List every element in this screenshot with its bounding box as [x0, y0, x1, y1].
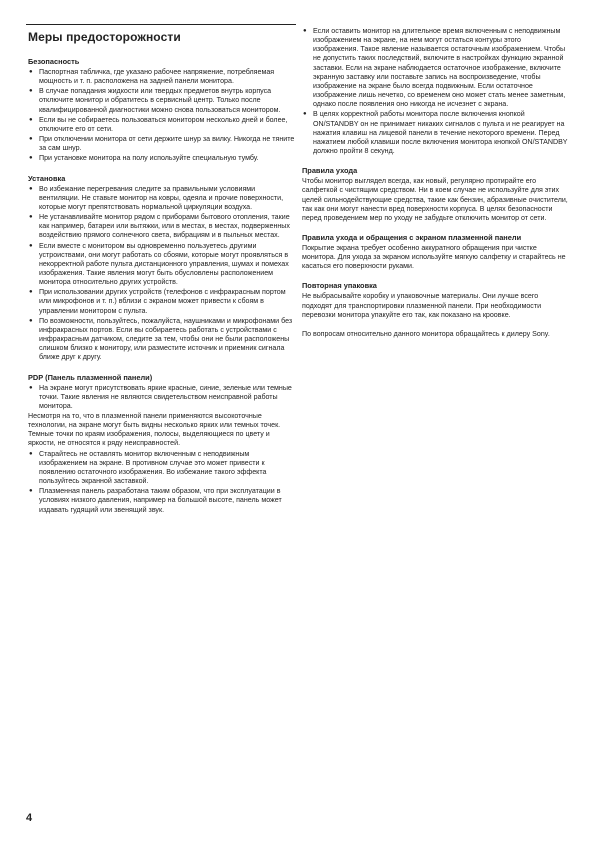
repack-heading: Повторная упаковка [302, 281, 377, 291]
pdp-section [28, 373, 296, 515]
left-column [28, 57, 296, 525]
bullet-icon: ● [29, 136, 33, 143]
bullet-icon: ● [29, 214, 33, 221]
list-item: ● Если оставить монитор на длительное время включенным с неподвижным изображением на экране, на нем могут остаться контуры этого изображения. Такое явление называется остаточным изображением. Чтобы не допустить таких последствий, включите в настройках функцию экранной заставки. Если на экране наблюдается остаточное изображение, включите экранную заставку или поставьте запись на воспроизведение, чтобы изображение на экране было всегда подвижным. Если остаточное изображение лишь нечетко, со временем оно может стать менее заметным, однако после появления оно никогда не исчезнет с экрана. [303, 27, 566, 109]
pdp-heading: PDP (Панель плазменной панели) [28, 372, 153, 382]
care-heading: Правила ухода [302, 166, 358, 176]
list-item: ● Во избежание перегревания следите за правильными условиями вентиляции. Не ставьте монитор на ковры, одеяла и прочие поверхности, которые могут препятствовать нормальной циркуляции воздуха. [29, 184, 284, 211]
care-text: Чтобы монитор выглядел всегда, как новый, регулярно протирайте его салфеткой с чистящим средством. Ни в коем случае не используйте для этих целей сильнодействующие средства, такие как бензин, абразивные очистители, так как они могут нанести вред поверхности корпуса. В целях безопасности перед проведением мер по уходу не забудьте отключить монитор от сети. [302, 177, 568, 222]
pdp-list [28, 384, 296, 411]
pdp-note: Несмотря на то, что в плазменной панели применяются высокоточные технологии, на экране могут быть видны несколько ярких или темных точек. Темные точки по краям изображения, полосы, выделяющиеся по цвету и яркости, не относятся к ряду неисправностей. [28, 412, 281, 448]
list-item: ● В случае попадания жидкости или твердых предметов внутрь корпуса отключите монитор и обратитесь в сервисный центр. Только после квалифицированной диагностики можно снова пользоваться монитором. [29, 87, 281, 114]
page-title: Меры предосторожности [28, 30, 181, 44]
safety-heading: Безопасность [28, 57, 80, 66]
install-list [28, 185, 296, 363]
right-column [302, 27, 568, 339]
bullet-icon: ● [29, 88, 33, 95]
care-section [302, 166, 568, 223]
list-item: ● При установке монитора на полу используйте специальную тумбу. [29, 154, 259, 163]
list-item: ● Не устанавливайте монитор рядом с приборами бытового отопления, такие как например, батареи или вытяжки, или в местах, в местах, подверженных воздействию прямого солнечного света, вибрациям и в пыльных местах. [29, 213, 290, 240]
repack-section [302, 281, 568, 319]
bullet-icon: ● [29, 155, 33, 162]
list-item: ● Плазменная панель разработана таким образом, что при эксплуатации в условиях низкого давления, например на большой высоте, панель может издавать гудящий или звенящий звук. [29, 487, 282, 514]
continued-list [302, 27, 568, 156]
screen-care-text: Покрытие экрана требует особенно аккуратного обращения при чистке монитора. Для ухода за экраном используйте мягкую салфетку и старайтесь не касаться его поверхности руками. [302, 243, 566, 271]
list-item: ● Если вы не собираетесь пользоваться монитором несколько дней и более, отключите его от сети. [29, 115, 288, 133]
install-heading: Установка [28, 173, 66, 183]
list-item: ● На экране могут присутствовать яркие красные, синие, зеленые или темные точки. Такие явления не являются свидетельством неисправной работы монитора. [29, 383, 292, 410]
pdp-list-2 [28, 450, 296, 515]
list-item: ● Паспортная табличка, где указано рабочее напряжение, потребляемая мощность и т. п. расположена на задней панели монитора. [29, 68, 275, 86]
bullet-icon: ● [29, 69, 33, 75]
bullet-icon: ● [29, 317, 33, 324]
bullet-icon: ● [29, 242, 33, 249]
repack-text: Не выбрасывайте коробку и упаковочные материалы. Они лучше всего подходят для транспортировки плазменной панели. При необходимости перевозки монитора упакуйте его так, как показано на кроовке. [302, 292, 542, 319]
list-item: ● По возможности, пользуйтесь, пожалуйста, наушниками и микрофонами без инфракрасных портов. Если вы собираетесь работать с устройствами с инфракрасным датчиком, следите за тем, чтобы они не были расположены слишком близко к монитору, или разместите источник и приемник сигнала ближе друг к другу. [29, 316, 293, 362]
bullet-icon: ● [29, 185, 33, 192]
bullet-icon: ● [303, 111, 307, 118]
continued-section [302, 27, 568, 156]
bullet-icon: ● [29, 450, 33, 457]
safety-list [28, 68, 296, 164]
contact-text: По вопросам относительно данного монитора обращайтесь к дилеру Sony. [302, 329, 550, 338]
safety-section [28, 57, 296, 164]
list-item: ● При использовании других устройств (телефонов с инфракрасным портом или микрофонов и т. п.) вблизи с экраном может привести к сбоям в управлении монитором с пульта. [29, 288, 286, 315]
screen-care-section [302, 233, 568, 271]
list-item: ● В целях корректной работы монитора после включения кнопкой ON/STANDBY он не принимает никаких сигналов с пульта и не реагирует на нажатия клавиш на лицевой панели в течение некоторого времени. Перед нажатием любой клавиши после включения монитора кнопкой ON/STANDBY должно пройти 8 секунд. [303, 110, 568, 156]
bullet-icon: ● [29, 289, 33, 296]
bullet-icon: ● [303, 28, 307, 34]
screen-care-heading: Правила ухода и обращения с экраном плазменной панели [302, 232, 522, 242]
title-rule [26, 24, 296, 25]
page-number: 4 [26, 812, 33, 824]
list-item: ● Старайтесь не оставлять монитор включенным с неподвижным изображением на экране. В противном случае это может привести к появлению остаточного изображения. Во избежание такого эффекта пользуйтесь экранной заставкой. [29, 449, 267, 486]
bullet-icon: ● [29, 116, 33, 123]
list-item: ● При отключении монитора от сети держите шнур за вилку. Никогда не тяните за сам шнур. [29, 135, 295, 153]
install-section [28, 174, 296, 363]
bullet-icon: ● [29, 488, 33, 495]
bullet-icon: ● [29, 384, 33, 391]
list-item: ● Если вместе с монитором вы одновременно пользуетесь другими устроиствами, они могут работать со сбоями, которые могут проявляться в некорректной работе пульта дистанционного управления, шумах и помехах изображения. Такие явления могут быть обусловлены расположением монитора относительно других устройств. [29, 241, 289, 287]
